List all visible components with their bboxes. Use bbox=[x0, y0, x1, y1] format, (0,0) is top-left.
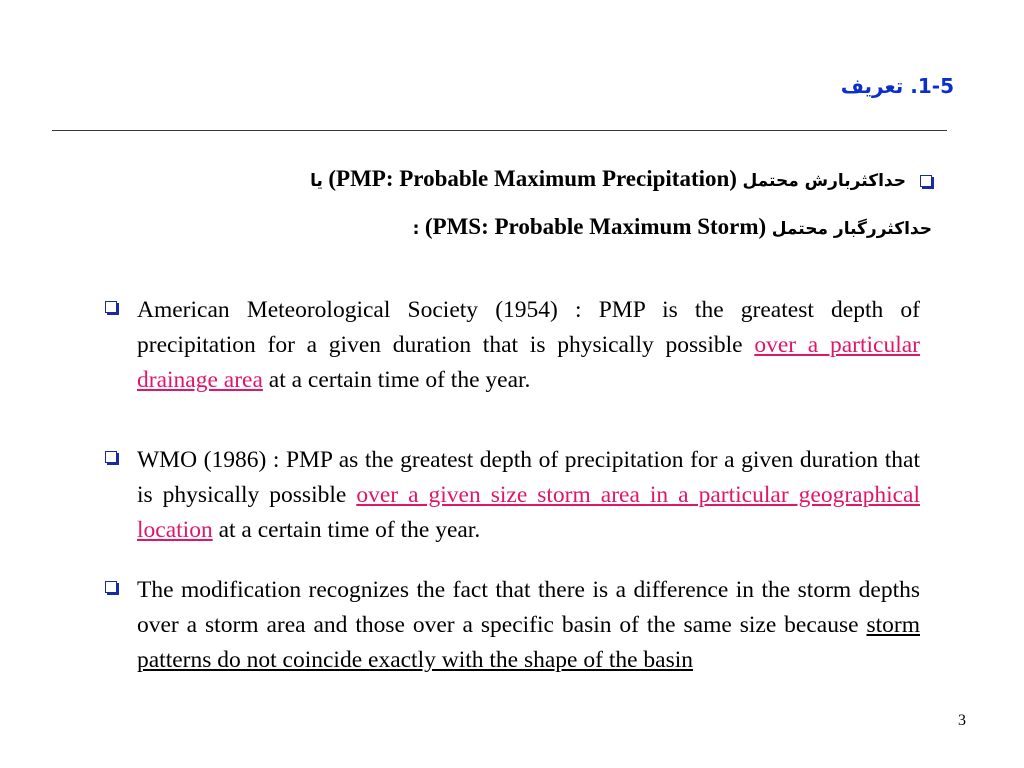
checkbox-icon bbox=[105, 301, 117, 313]
definition-pms-suffix: : bbox=[412, 219, 420, 239]
bullet-highlight: storm patterns do not coincide exactly with the shape of the basin bbox=[137, 612, 920, 673]
bullet-text-before: American Meteorological Society (1954) : PMP is the greatest depth of precipitation for a given duration that is physically possible bbox=[137, 297, 920, 358]
checkbox-icon bbox=[105, 581, 117, 593]
definition-line-pms bbox=[132, 214, 932, 240]
bullet-text-after: at a certain time of the year. bbox=[212, 517, 481, 543]
title-divider bbox=[52, 130, 947, 131]
bullet-text-after: at a certain time of the year. bbox=[262, 367, 531, 393]
definition-pms-fa: حداکثررگبار محتمل bbox=[771, 219, 932, 239]
checkbox-icon bbox=[920, 175, 932, 187]
definition-pmp-en: (PMP: Probable Maximum Precipitation) bbox=[328, 166, 737, 191]
bullet-text bbox=[137, 293, 920, 398]
slide-title: 1-5. تعریف bbox=[840, 74, 954, 98]
bullet-text-before: The modification recognizes the fact that there is a difference in the storm depths over a storm area and those over a specific basin of the same size because bbox=[137, 577, 920, 638]
bullet-text-before: WMO (1986) : PMP as the greatest depth of precipitation for a given duration that is physically possible bbox=[137, 447, 920, 508]
bullet-text bbox=[137, 443, 920, 548]
bullet-modification-note bbox=[105, 573, 920, 678]
definition-pms-en: (PMS: Probable Maximum Storm) bbox=[424, 214, 767, 239]
bullet-wmo-definition bbox=[105, 443, 920, 548]
bullet-highlight: over a given size storm area in a particular geographical location bbox=[137, 482, 921, 543]
page-number: 3 bbox=[958, 712, 966, 729]
bullet-highlight: over a particular drainage area bbox=[137, 332, 921, 393]
checkbox-icon bbox=[105, 451, 117, 463]
definition-line-pmp bbox=[132, 166, 932, 192]
definition-pmp-suffix: یا bbox=[310, 171, 323, 191]
bullet-text bbox=[137, 573, 920, 678]
definition-pmp-fa: حداکثربارش محتمل bbox=[742, 171, 906, 191]
bullet-ams-definition bbox=[105, 293, 920, 398]
